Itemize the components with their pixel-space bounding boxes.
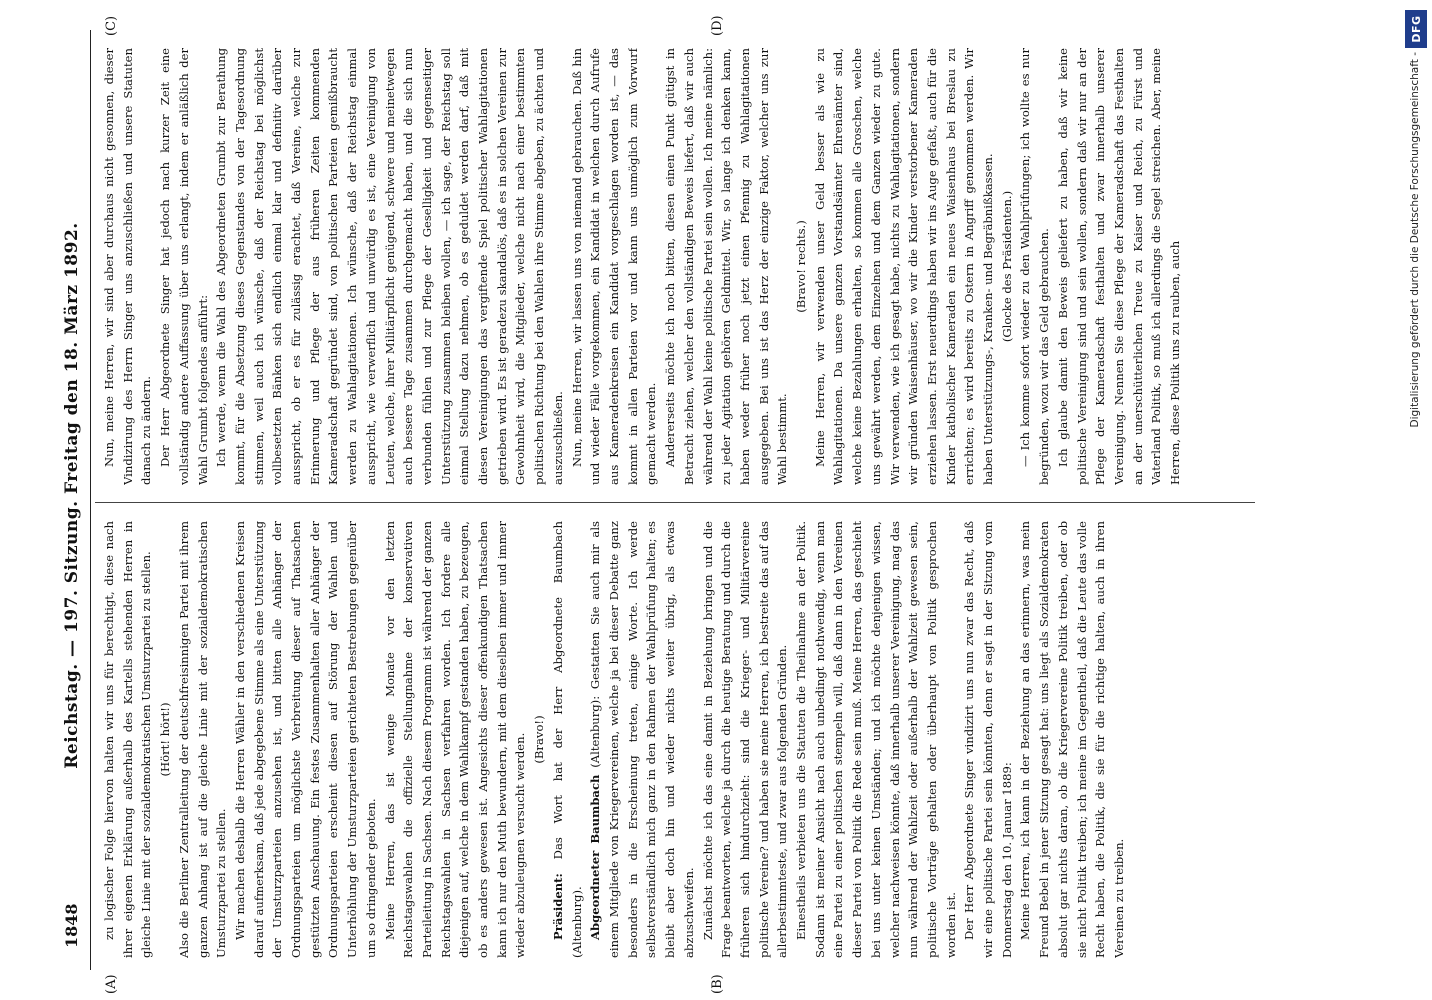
paragraph: Der Herr Abgeordnete Singer hat jedoch nach kurzer Zeit eine vollständig andere Auffassung über uns erlangt, indem er anläßlich der Wahl Grumbt folgendes anführt: [158, 48, 210, 485]
speaker-text: (Altenburg): Gestatten Sie auch mir als einem Mitgliede von Kriegervereinen, welche ja bei dieser Debatte ganz besonders in die Erscheinung treten, einige Worte. Ich werde selbstverständlich mich ganz in den Rahmen der Wahlprüfung halten; es bleibt aber doch hin und wieder nichts weiter übrig, als etwas abzuschweifen. [588, 521, 696, 958]
right-column [100, 48, 1250, 485]
paragraph: Zunächst möchte ich das eine damit in Beziehung bringen und die Frage beantworten, welche ja durch die heutige Beratung und durch die früheren sich hindurchzieht: sind die Krieger- und Militärvereine politische Vereine? und haben sie meine Herren, ich bestreite das auf das allerbestimmteste, und zwar aus folgenden Gründen. [700, 521, 790, 958]
paragraph: zu logischer Folge hiervon halten wir uns für berechtigt, diese nach ihrer eigenen Erklärung außerhalb des Kartells stehenden Herren in gleiche Linie mit der sozialdemokratischen Umsturzpartei zu stellen. [102, 521, 154, 958]
paragraph: Meine Herren, wir verwenden unser Geld besser als wie zu Wahlagitationen. Da unsere ganzen Vorstandsämter Ehrenämter sind, welche keine Bezahlungen erhalten, so kommen alle Groschen, welche uns gewährt werden, dem Einzelnen und dem Ganzen wieder zu gute. Wir verwenden, wie ich gesagt habe, nichts zu Wahlagitationen, sondern wir gründen Waisenhäuser, wo wir die Kinder verstorbener Kameraden erziehen lassen. Erst neuerdings haben wir ins Auge gefaßt, auch für die Kinder katholischer Kameraden ein neues Waisenhaus bei Breslau zu errichten; es wird bereits zu Ostern in Angriff genommen werden. Wir haben Unterstützungs-, Kranken- und Begräbnißkassen. [812, 48, 996, 485]
margin-marker-d: (D) [710, 15, 725, 36]
paragraph: Wir machen deshalb die Herren Wähler in den verschiedenen Kreisen darauf aufmerksam, daß jede abgegebene Stimme als eine Unterstützung der Umsturzparteien anzusehen ist, und bitten alle Anhänger der Ordnungsparteien um möglichste Verbreitung dieser auf Thatsachen gestützten Anschauung. Ein festes Zusammenhalten aller Anhänger der Ordnungsparteien erscheint diesen auf Störung der Wahlen und Unterhöhlung der Umsturzparteien gerichteten Bestrebungen gegenüber um so dringender geboten. [232, 521, 378, 958]
page-number: 1848 [62, 903, 81, 948]
speaker-label: Präsident: [550, 873, 565, 940]
digitization-footer [1400, 0, 1432, 1000]
page-title: Reichstag. — 197. Sitzung. Freitag den 18. März 1892. [62, 222, 82, 769]
speaker-text: Das Wort hat der Herr Abgeordnete Baumbach (Altenburg). [550, 521, 584, 958]
interjection: (Bravo!) [532, 715, 547, 764]
paragraph: Einestheils verbieten uns die Statuten die Theilnahme an der Politik. Sodann ist meiner Ansicht nach auch unbedingt nothwendig, wenn man eine Partei zu einer politischen stempeln will, daß dann in den Vereinen dieser Partei von Politik die Rede sein muß. Meine Herren, das geschieht bei uns unter keinen Umständen; und ich möchte denjenigen wissen, welcher nachweisen könnte, daß innerhalb unserer Vereinigung, mag das nun während der Wahlzeit oder außerhalb der Wahlzeit gewesen sein, politische Vorträge gehalten oder überhaupt von Politik gesprochen worden ist. [794, 521, 958, 958]
interjection: (Bravo! rechts.) [794, 220, 809, 313]
paragraph: Der Herr Abgeordnete Singer vindizirt uns nun zwar das Recht, daß wir eine politische Partei sein könnten, denn er sagt in der Sitzung vom Donnerstag den 10. Januar 1889: [962, 521, 1014, 958]
paragraph: Nun, meine Herren, wir lassen uns von niemand gebrauchen. Daß hin und wieder Fälle vorgekommen, ein Kandidat in welchen durch Aufrufe aus Kameradenkreisen ein Kandidat vorgeschlagen worden ist, — das kommt in allen Parteien vor und kann uns unmöglich zum Vorwurf gemacht werden. [569, 48, 659, 485]
column-divider [95, 502, 1255, 503]
footer-credit: Digitalisierung gefördert durch die Deutsche Forschungsgemeinschaft - [1409, 52, 1421, 428]
paragraph: Nun, meine Herren, wir sind aber durchaus nicht gesonnen, dieser Vindizirung des Herrn Singer uns anzuschließen und unsere Statuten danach zu ändern. [102, 48, 154, 485]
margin-marker-a: (A) [104, 974, 119, 994]
speaker-paragraph [549, 521, 586, 958]
interjection: (Glocke des Präsidenten.) [999, 190, 1014, 343]
paragraph: Ich glaube damit den Beweis geliefert zu haben, daß wir keine politische Vereinigung sind und sein wollen, sondern daß wir nur an der Pflege der Kameradschaft festhalten und zwar innerhalb unserer Vereinigung. Nennen Sie diese Pflege der Kameradschaft das Festhalten an der unerschütterlichen Treue zu Kaiser und Reich, zu Fürst und Vaterland Politik, so muß ich allerdings die Segel streichen. Aber, meine Herren, diese Politik uns zu rauben, auch [1055, 48, 1183, 485]
paragraph: Andererseits möchte ich noch bitten, diesen einen Punkt gütigst in Betracht ziehen, welcher den vollständigen Beweis liefert, daß wir auch während der Wahl keine politische Partei sein wollen. Ich meine nämlich: zu jeder Agitation gehören Geldmittel. Wir, so lange ich denken kann, haben weder früher noch jetzt einen Pfennig zu Wahlagitationen ausgegeben. Bei uns ist das Herz der einzige Faktor, welcher uns zur Wahl bestimmt. [663, 48, 790, 485]
page-header [62, 43, 88, 948]
left-column [100, 521, 1250, 958]
interjection: (Hört! hört!) [158, 702, 173, 777]
speaker-label: Abgeordneter Baumbach [588, 774, 603, 940]
margin-marker-b: (B) [710, 974, 725, 994]
quote-paragraph: Ich werde, wenn die Wahl des Abgeordneten Grumbt zur Berathung kommt, für die Absetzung dieses Gegenstandes von der Tagesordnung stimmen, weil auch ich wünsche, daß der Reichstag bei möglichst vollbesetzten Bänken sich endlich einmal klar und definitiv darüber ausspricht, ob er es für zulässig erachtet, daß Vereine, welche zur Erinnerung und Pflege der aus früheren Zeiten kommenden Kameradschaft gegründet sind, von politischen Parteien gemißbraucht werden zu Wahlagitationen. Ich wünsche, daß der Reichstag einmal ausspricht, wie verwerflich und unwürdig es ist, eine Vereinigung von Leuten, welche, ihrer Militärpflicht genügend, schwere und meinetwegen auch bessere Tage zusammen durchgemacht haben, und die sich nun verbunden fühlen und zur Pflege der Geselligkeit und gegenseitiger Unterstützung zusammen bleiben wollen, — ich sage, der Reichstag soll einmal Stellung dazu nehmen, ob es geduldet werden darf, daß mit diesen Vereinigungen das vergiftende Spiel politischer Wahlagitationen getrieben wird. Es ist geradezu skandalös, daß es in solchen Vereinen zur Gewohnheit wird, die Mitglieder, welche nicht nach einer bestimmten politischen Richtung bei den Wahlen ihre Stimme abgeben, zu ächten und auszuschließen. [214, 48, 565, 485]
speaker-paragraph [586, 521, 698, 958]
paragraph: Also die Berliner Zentralleitung der deutschfreisinnigen Partei mit ihrem ganzen Anhang ist auf die gleiche Linie mit der sozialdemokratischen Umsturzpartei zu stellen. [176, 521, 229, 958]
quote-paragraph: Meine Herren, ich kann in der Beziehung an das erinnern, was mein Freund Bebel in jener Sitzung gesagt hat: uns liegt als Sozialdemokraten absolut gar nichts daran, ob die Kriegervereine Politik treiben, oder ob sie nicht Politik treiben; ich meine im Gegentheil, daß die Leute das volle Recht haben, die Politik, die sie für die richtige halten, auch in ihren Vereinen zu treiben. [1018, 521, 1126, 958]
margin-marker-c: (C) [104, 15, 119, 36]
dfg-logo: DFG [1405, 10, 1427, 48]
paragraph: Meine Herren, das ist wenige Monate vor den letzten Reichstagswahlen die offizielle Stellungnahme der konservativen Parteileitung in Sachsen. Nach diesem Programm ist während der ganzen Reichstagswahlen in Sachsen verfahren worden. Ich fordere alle diejenigen auf, welche in dem Wahlkampf gestanden haben, zu bezeugen, ob es anders gewesen ist. Angesichts dieser offenkundigen Thatsachen kann ich nur den Muth bewundern, mit dem dieselben immer und immer wieder abzuleugnen versucht werden. [382, 521, 528, 958]
header-rule [90, 30, 91, 970]
paragraph: — Ich komme sofort wieder zu den Wahlprüfungen; ich wollte es nur begründen, wozu wir das Geld gebrauchen. [1018, 48, 1052, 485]
